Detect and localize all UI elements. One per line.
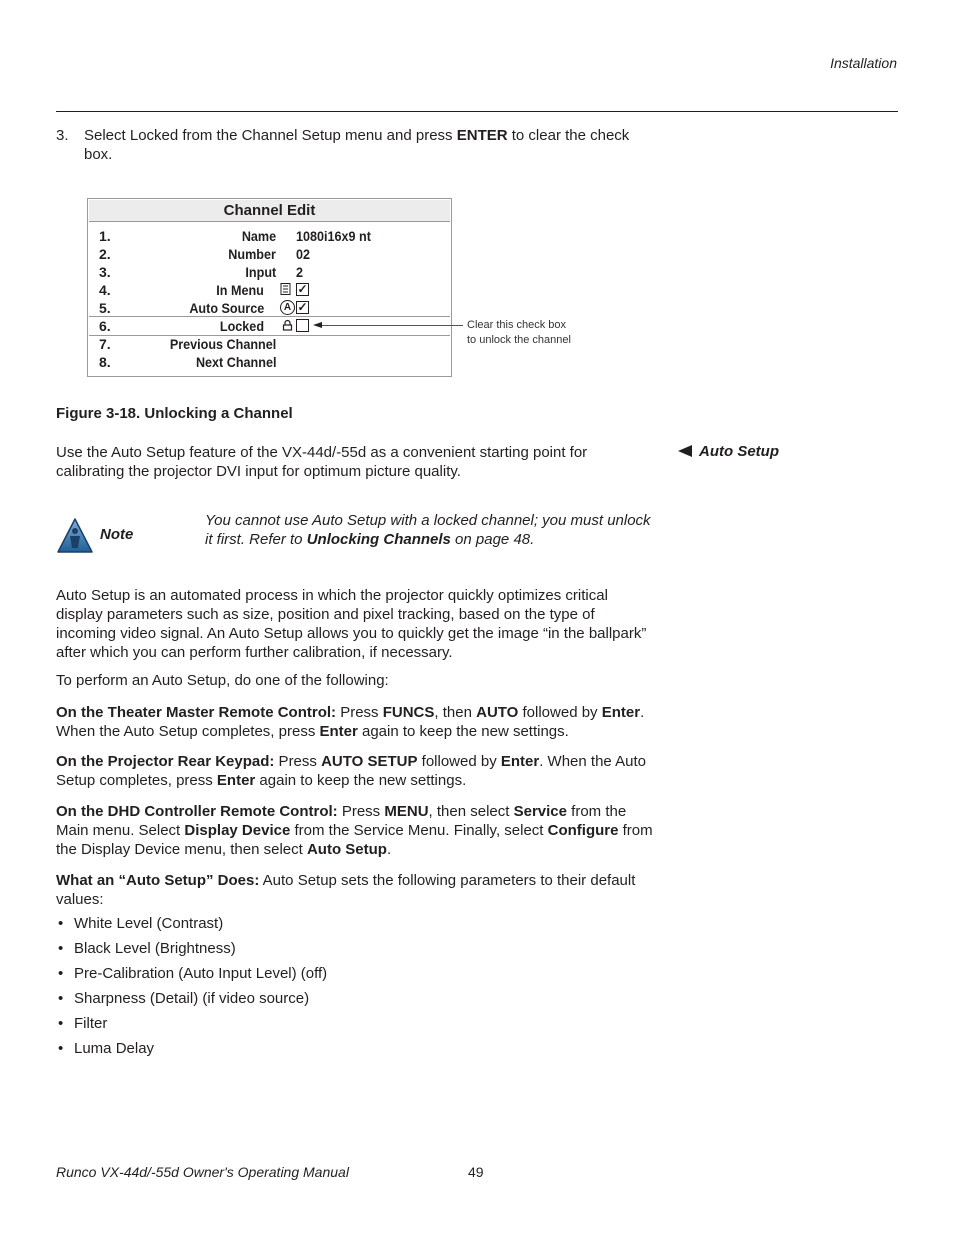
callout-leader-line xyxy=(322,325,463,326)
menu-row-auto-source: 5. Auto Source A ✓ xyxy=(99,300,308,316)
what-auto-setup-does: What an “Auto Setup” Does: Auto Setup sets the following parameters to their default values: xyxy=(56,872,636,908)
menu-title: Channel Edit xyxy=(89,200,450,222)
callout-text: Clear this check box to unlock the channel xyxy=(467,319,571,346)
lock-icon xyxy=(282,319,293,331)
list-item: • Sharpness (Detail) (if video source) xyxy=(56,989,327,1014)
step-number: 3. xyxy=(56,127,69,144)
auto-setup-description: Auto Setup is an automated process in which the projector quickly optimizes critical display parameters such as size, position and pixel tracking, based on the type of incoming video signal. An Auto Setup allows you to quickly get the image “in the ballpark” after which you can perform further calibration, if necessary. xyxy=(56,587,647,661)
menu-row-number: 2. Number 02 xyxy=(99,246,311,262)
list-item: • White Level (Contrast) xyxy=(56,914,327,939)
menu-row-in-menu: 4. In Menu ✓ xyxy=(99,282,308,298)
intro-paragraph: Use the Auto Setup feature of the VX-44d/-55d as a convenient starting point for calibrating the projector DVI input for optimum picture quality. xyxy=(56,444,588,480)
perform-intro: To perform an Auto Setup, do one of the following: xyxy=(56,672,389,689)
menu-row-previous-channel[interactable]: 7. Previous Channel xyxy=(99,336,276,352)
keypad-instructions: On the Projector Rear Keypad: Press AUTO SETUP followed by Enter. When the Auto Setup completes, press Enter again to keep the new settings. xyxy=(56,753,646,789)
callout-arrow-icon xyxy=(313,322,322,328)
dhd-controller-instructions: On the DHD Controller Remote Control: Press MENU, then select Service from the Main menu. Select Display Device from the Service Menu. Finally, select Configure from the Display Device menu, then select Auto Setup. xyxy=(56,803,653,858)
list-item: • Black Level (Brightness) xyxy=(56,939,327,964)
locked-checkbox[interactable] xyxy=(296,319,309,332)
enter-key-label: ENTER xyxy=(456,127,508,144)
auto-source-checkbox[interactable]: ✓ xyxy=(297,300,308,314)
side-heading-auto-setup: Auto Setup xyxy=(678,443,779,460)
menu-row-next-channel[interactable]: 8. Next Channel xyxy=(99,354,276,370)
arrow-left-icon xyxy=(678,445,692,457)
channel-edit-menu xyxy=(87,198,452,377)
note-label: Note xyxy=(100,526,134,543)
note-link-unlocking-channels[interactable]: Unlocking Channels xyxy=(306,531,451,548)
page-section-header: Installation xyxy=(830,55,897,71)
auto-source-icon: A xyxy=(280,300,295,315)
list-item: • Pre-Calibration (Auto Input Level) (off) xyxy=(56,964,327,989)
in-menu-checkbox[interactable]: ✓ xyxy=(297,282,308,296)
default-parameters-list xyxy=(56,914,327,1064)
footer-manual-title: Runco VX-44d/-55d Owner's Operating Manual xyxy=(56,1164,349,1180)
remote-control-instructions: On the Theater Master Remote Control: Press FUNCS, then AUTO followed by Enter. When the Auto Setup completes, press Enter again to keep the new settings. xyxy=(56,704,645,740)
figure-caption: Figure 3-18. Unlocking a Channel xyxy=(56,405,293,422)
menu-row-locked[interactable]: 6. Locked xyxy=(89,316,450,336)
header-divider xyxy=(56,111,898,112)
note-warning-icon xyxy=(56,517,94,555)
menu-row-input: 3. Input 2 xyxy=(99,264,304,280)
menu-row-name: 1. Name 1080i16x9 nt xyxy=(99,228,371,244)
step-text: Select Locked from the Channel Setup menu and press ENTER to clear the check box. xyxy=(84,127,630,163)
list-item: • Filter xyxy=(56,1014,327,1039)
menu-list-icon xyxy=(280,283,291,295)
list-item: • Luma Delay xyxy=(56,1039,327,1064)
footer-page-number: 49 xyxy=(468,1164,484,1180)
note-text: You cannot use Auto Setup with a locked channel; you must unlock it first. Refer to Unlocking Channels on page 48. xyxy=(205,512,651,548)
